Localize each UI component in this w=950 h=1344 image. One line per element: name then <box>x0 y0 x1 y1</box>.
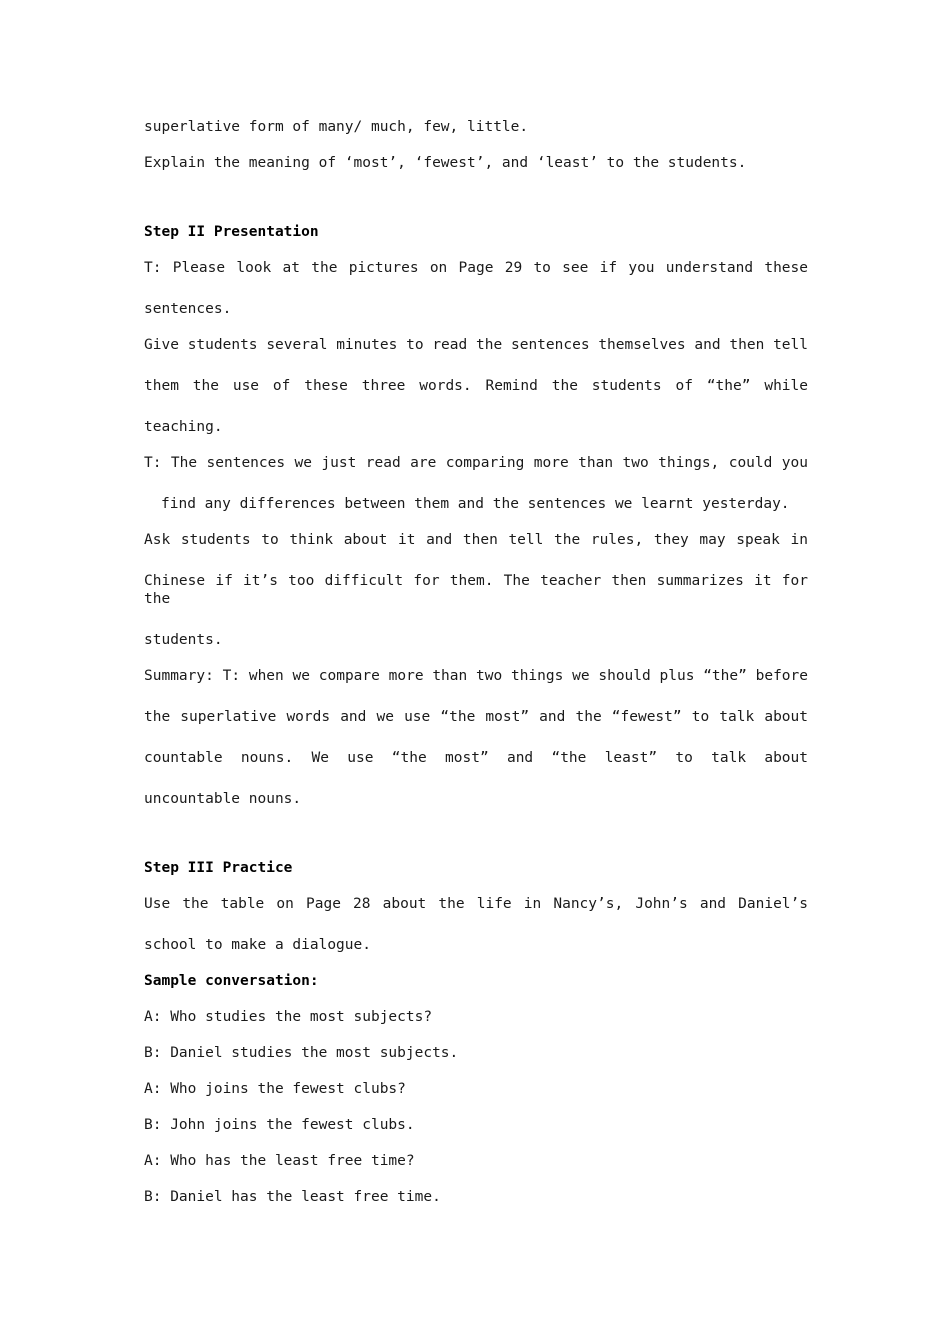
dialogue-line: A: Who joins the fewest clubs? <box>144 1081 406 1097</box>
step-3-p1-line-1: Use the table on Page 28 about the life in Nancy’s, John’s and Daniel’s <box>144 896 808 912</box>
dialogue-line: B: Daniel has the least free time. <box>144 1189 441 1205</box>
step-2-summary-line-3: countable nouns. We use “the most” and “the least” to talk about <box>144 750 808 766</box>
step-3-p1-line-2: school to make a dialogue. <box>144 937 371 953</box>
step-3-heading: Step III Practice <box>144 860 293 876</box>
step-2-p3-line-2: find any differences between them and the sentences we learnt yesterday. <box>161 496 790 512</box>
document-page <box>144 118 808 1206</box>
dialogue-line: B: Daniel studies the most subjects. <box>144 1045 459 1061</box>
step-2-p2-line-2: them the use of these three words. Remind the students of “the” while <box>144 378 808 394</box>
intro-line-1: superlative form of many/ much, few, little. <box>144 119 529 135</box>
step-2-p3-line-1: T: The sentences we just read are comparing more than two things, could you <box>144 455 808 471</box>
step-2-p4-line-2: Chinese if it’s too difficult for them. The teacher then summarizes it for the <box>144 573 808 607</box>
dialogue-line: A: Who has the least free time? <box>144 1153 415 1169</box>
dialogue-line: B: John joins the fewest clubs. <box>144 1117 415 1133</box>
step-2-p4-line-3: students. <box>144 632 223 648</box>
step-2-p2-line-1: Give students several minutes to read the sentences themselves and then tell <box>144 337 808 353</box>
step-2-p4-line-1: Ask students to think about it and then tell the rules, they may speak in <box>144 532 808 548</box>
step-2-summary-line-2: the superlative words and we use “the most” and the “fewest” to talk about <box>144 709 808 725</box>
intro-line-2: Explain the meaning of ‘most’, ‘fewest’, and ‘least’ to the students. <box>144 155 747 171</box>
step-2-summary-line-1: Summary: T: when we compare more than two things we should plus “the” before <box>144 668 808 684</box>
step-2-p1-line-2: sentences. <box>144 301 232 317</box>
step-2-summary-line-4: uncountable nouns. <box>144 791 302 807</box>
sample-conversation-heading: Sample conversation: <box>144 973 319 989</box>
dialogue-line: A: Who studies the most subjects? <box>144 1009 433 1025</box>
step-2-p2-line-3: teaching. <box>144 419 223 435</box>
step-2-heading: Step II Presentation <box>144 224 319 240</box>
step-2-p1-line-1: T: Please look at the pictures on Page 29 to see if you understand these <box>144 260 808 276</box>
